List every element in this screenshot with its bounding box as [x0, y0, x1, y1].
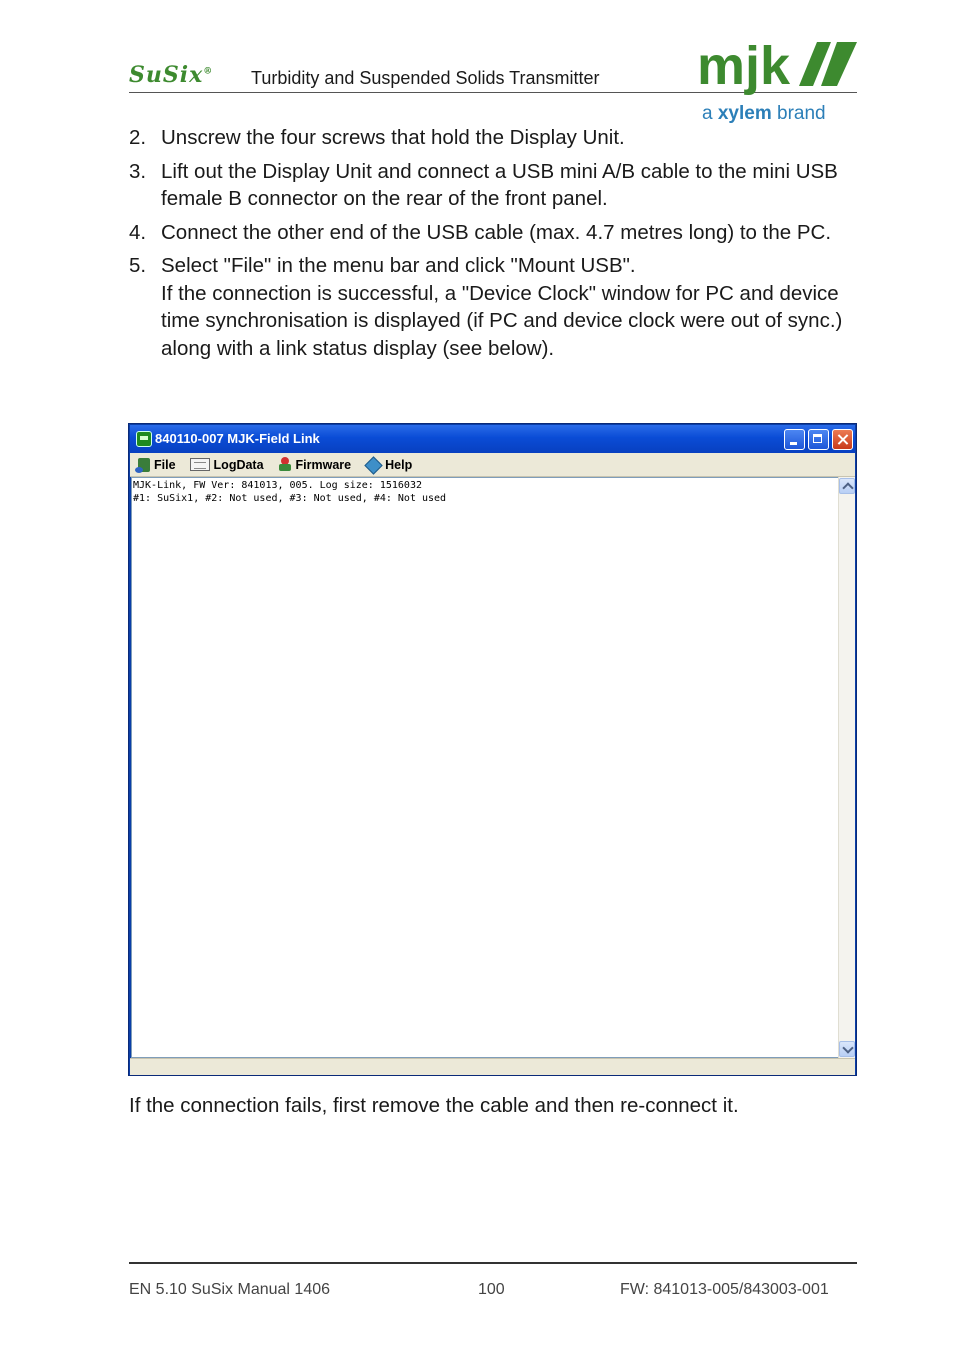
status-bar [130, 1058, 855, 1075]
app-icon [136, 431, 152, 447]
menu-file[interactable]: File [135, 458, 176, 472]
file-icon [138, 458, 150, 472]
field-link-window [128, 423, 857, 1076]
maximize-button[interactable] [808, 429, 829, 450]
footer-firmware: FW: 841013-005/843003-001 [620, 1281, 829, 1298]
scroll-up-arrow-icon[interactable] [839, 478, 855, 494]
footer-divider [129, 1262, 857, 1264]
firmware-icon [278, 457, 292, 472]
list-item: 3. Lift out the Display Unit and connect a USB mini A/B cable to the mini USB female B connector on the rear of the front panel. [129, 159, 838, 210]
help-icon [365, 458, 381, 472]
list-item: 2. Unscrew the four screws that hold the Display Unit. [129, 126, 625, 149]
minimize-button[interactable] [784, 429, 805, 450]
instruction-list [129, 124, 857, 368]
menu-firmware[interactable]: Firmware [278, 457, 352, 472]
window-title: 840110-007 MJK-Field Link [155, 431, 320, 446]
list-item: 4. Connect the other end of the USB cable (max. 4.7 metres long) to the PC. [129, 220, 832, 244]
log-line: MJK-Link, FW Ver: 841013, 005. Log size: 1516032 [133, 480, 422, 491]
menu-bar [130, 453, 855, 477]
susix-brand-logo: SuSix® [129, 62, 214, 88]
close-button[interactable] [832, 429, 853, 450]
list-item: 5. Select "File" in the menu bar and click "Mount USB". If the connection is successful, a "Device Clock" window for PC and device time synchronisation is displayed (if PC and device clock were out of sync.) along with a link status display (see below). [129, 254, 843, 360]
connection-note: If the connection fails, first remove the cable and then re-connect it. [129, 1094, 739, 1117]
vertical-scrollbar[interactable] [838, 477, 855, 1058]
log-line: #1: SuSix1, #2: Not used, #3: Not used, #4: Not used [133, 492, 447, 504]
menu-help[interactable]: Help [365, 458, 412, 472]
page-header-title: Turbidity and Suspended Solids Transmitter [251, 68, 600, 88]
xylem-tagline: a xylem brand [702, 103, 826, 124]
footer-manual-version: EN 5.10 SuSix Manual 1406 [129, 1281, 331, 1298]
menu-logdata[interactable]: LogData [190, 458, 264, 472]
mjk-logo [697, 40, 859, 102]
log-text-area[interactable] [131, 477, 839, 1058]
window-titlebar[interactable] [130, 425, 855, 453]
logo-text: mjk [697, 40, 791, 96]
scroll-down-arrow-icon[interactable] [839, 1041, 855, 1057]
page-number: 100 [478, 1281, 505, 1298]
logdata-icon [190, 458, 210, 471]
